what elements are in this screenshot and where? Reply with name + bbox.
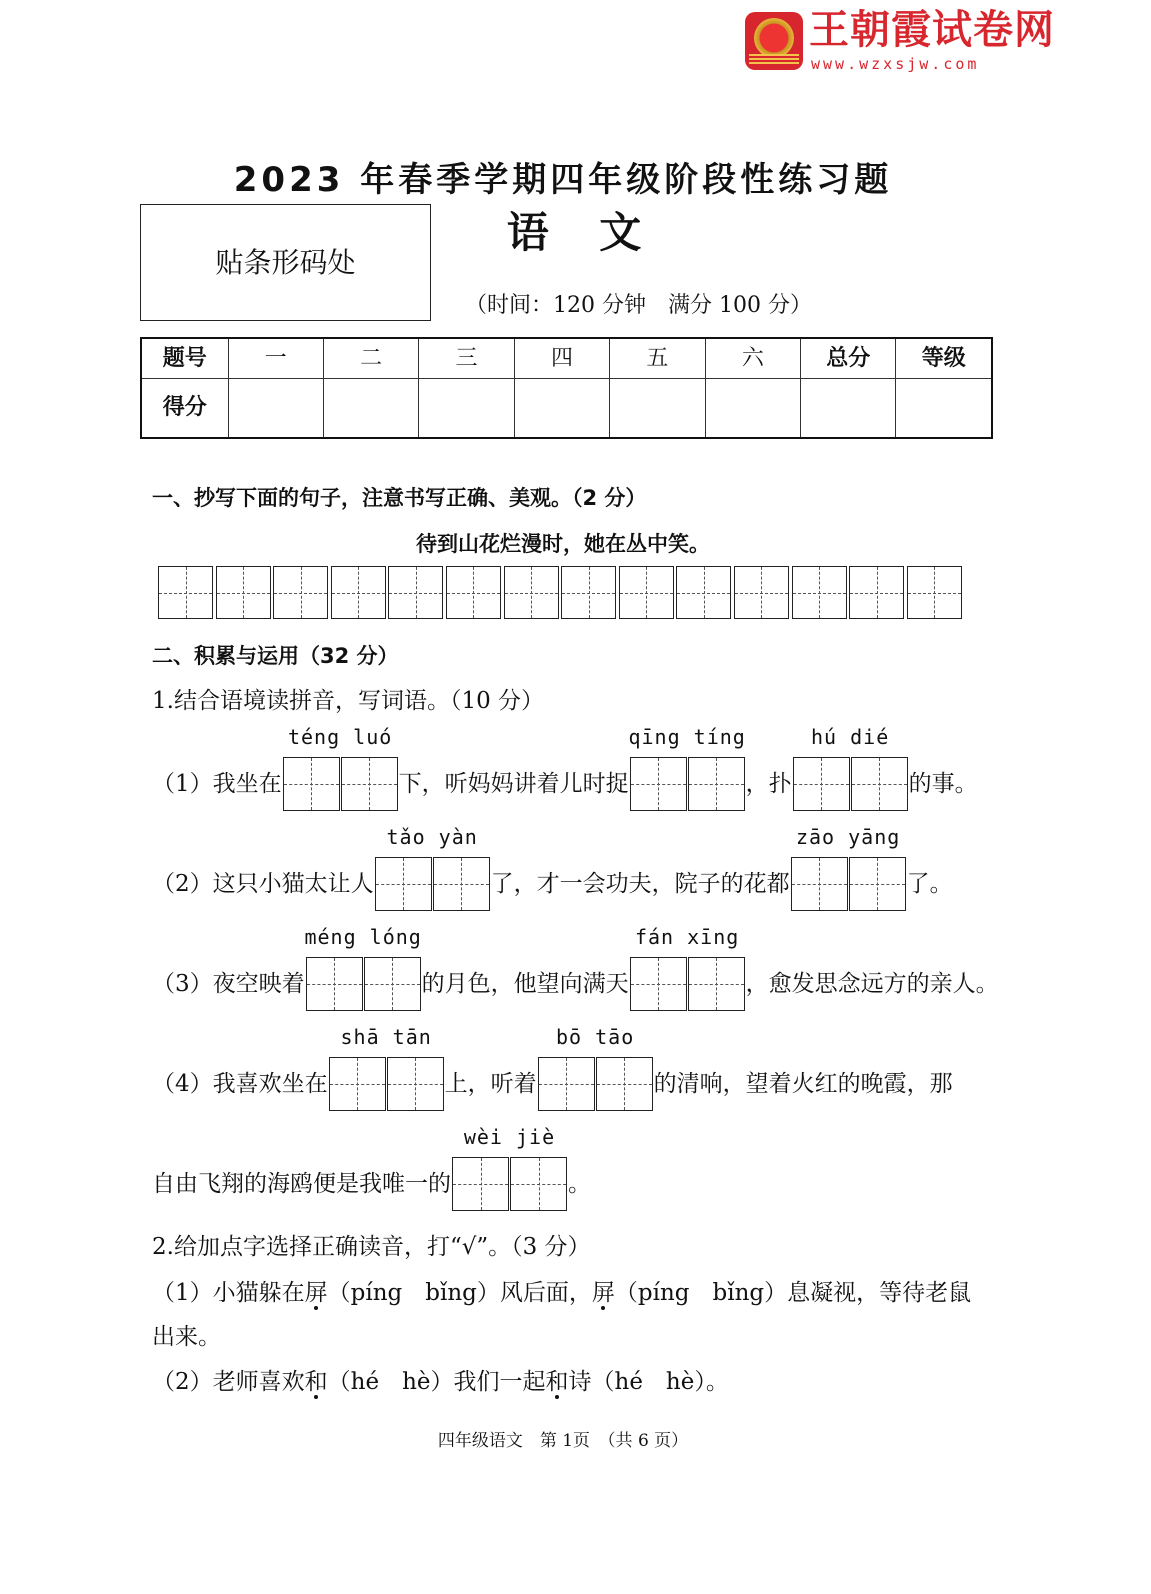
answer-box-pair[interactable] bbox=[793, 725, 908, 811]
q2-item1-cont: 出来。 bbox=[152, 1324, 221, 1350]
writing-cell[interactable] bbox=[630, 757, 687, 811]
q1-line bbox=[152, 1125, 591, 1211]
writing-cell[interactable] bbox=[341, 757, 398, 811]
writing-cell[interactable] bbox=[375, 857, 432, 911]
q1-line bbox=[152, 1025, 953, 1111]
dotted-char: 和 bbox=[304, 1369, 328, 1395]
logo-url: www.wzxsjw.com bbox=[811, 55, 980, 73]
answer-box-pair[interactable] bbox=[628, 725, 746, 811]
score-cell[interactable] bbox=[419, 379, 514, 439]
section2-heading: 二、积累与运用（32 分） bbox=[152, 644, 399, 668]
q1-prompt: 1.结合语境读拼音，写词语。（10 分） bbox=[152, 688, 545, 714]
score-header-cell: 题号 bbox=[141, 338, 228, 379]
writing-cell[interactable] bbox=[561, 566, 616, 619]
writing-cell[interactable] bbox=[630, 957, 687, 1011]
writing-cell[interactable] bbox=[446, 566, 501, 619]
score-header-cell: 等级 bbox=[896, 338, 992, 379]
writing-cell[interactable] bbox=[676, 566, 731, 619]
q2-prompt: 2.给加点字选择正确读音，打“√”。（3 分） bbox=[152, 1234, 591, 1260]
writing-cell[interactable] bbox=[387, 1057, 444, 1111]
section1-heading: 一、抄写下面的句子，注意书写正确、美观。（2 分） bbox=[152, 486, 647, 510]
score-header-cell: 六 bbox=[705, 338, 800, 379]
barcode-area bbox=[140, 204, 431, 321]
sentence-text: （1）我坐在 bbox=[152, 771, 282, 797]
pinyin-options[interactable]: 诗（hé hè）。 bbox=[568, 1369, 729, 1395]
score-cell[interactable] bbox=[610, 379, 705, 439]
score-cell[interactable] bbox=[228, 379, 323, 439]
writing-cell[interactable] bbox=[792, 566, 847, 619]
writing-cell[interactable] bbox=[849, 857, 906, 911]
score-header-cell: 四 bbox=[514, 338, 609, 379]
text: （1）小猫躲在 bbox=[152, 1280, 305, 1306]
pinyin-label: shā tān bbox=[340, 1025, 432, 1049]
exam-subject: 语 文 bbox=[506, 208, 660, 257]
q2-item1 bbox=[152, 1278, 971, 1308]
answer-box-pair[interactable] bbox=[375, 825, 490, 911]
q1-line bbox=[152, 725, 978, 811]
page-footer: 四年级语文 第 1页 （共 6 页） bbox=[437, 1431, 689, 1451]
answer-box-pair[interactable] bbox=[304, 925, 422, 1011]
writing-cell[interactable] bbox=[433, 857, 490, 911]
score-cell[interactable] bbox=[323, 379, 418, 439]
answer-box-pair[interactable] bbox=[283, 725, 398, 811]
score-header-cell: 三 bbox=[419, 338, 514, 379]
score-header-cell: 一 bbox=[228, 338, 323, 379]
score-row-label: 得分 bbox=[141, 379, 228, 439]
sentence-text: 的事。 bbox=[908, 771, 978, 797]
writing-cell[interactable] bbox=[907, 566, 962, 619]
copy-sentence: 待到山花烂漫时，她在丛中笑。 bbox=[416, 532, 710, 556]
sentence-text: 了，才一会功夫，院子的花都 bbox=[490, 871, 790, 897]
answer-box-pair[interactable] bbox=[538, 1025, 653, 1111]
answer-box-pair[interactable] bbox=[452, 1125, 567, 1211]
time-info: （时间：120 分钟 满分 100 分） bbox=[465, 293, 812, 318]
copy-writing-grid[interactable] bbox=[158, 566, 962, 619]
writing-cell[interactable] bbox=[510, 1157, 567, 1211]
writing-cell[interactable] bbox=[504, 566, 559, 619]
site-logo bbox=[745, 7, 1055, 74]
pinyin-options[interactable]: （píng bǐng）风后面， bbox=[327, 1280, 592, 1306]
q1-line bbox=[152, 925, 999, 1011]
writing-cell[interactable] bbox=[538, 1057, 595, 1111]
score-cell[interactable] bbox=[705, 379, 800, 439]
writing-cell[interactable] bbox=[306, 957, 363, 1011]
writing-cell[interactable] bbox=[273, 566, 328, 619]
writing-cell[interactable] bbox=[388, 566, 443, 619]
sentence-text: 。 bbox=[568, 1171, 591, 1197]
score-cell[interactable] bbox=[514, 379, 609, 439]
dotted-char: 屏 bbox=[591, 1280, 615, 1306]
pinyin-label: bō tāo bbox=[556, 1025, 635, 1049]
sentence-text: 上，听着 bbox=[444, 1071, 537, 1097]
writing-cell[interactable] bbox=[851, 757, 908, 811]
dotted-char: 屏 bbox=[304, 1280, 328, 1306]
writing-cell[interactable] bbox=[791, 857, 848, 911]
logo-name: 王朝霞试卷网 bbox=[809, 7, 1055, 53]
answer-box-pair[interactable] bbox=[791, 825, 906, 911]
pinyin-options[interactable]: （hé hè）我们一起 bbox=[327, 1369, 546, 1395]
pinyin-label: wèi jiè bbox=[463, 1125, 556, 1149]
exam-title: 2023 年春季学期四年级阶段性练习题 bbox=[233, 160, 893, 200]
writing-cell[interactable] bbox=[596, 1057, 653, 1111]
sentence-text: ，愈发思念远方的亲人。 bbox=[745, 971, 999, 997]
writing-cell[interactable] bbox=[793, 757, 850, 811]
q2-item2 bbox=[152, 1367, 729, 1397]
score-cell[interactable] bbox=[801, 379, 896, 439]
pinyin-label: qīng tíng bbox=[628, 725, 746, 749]
writing-cell[interactable] bbox=[849, 566, 904, 619]
writing-cell[interactable] bbox=[619, 566, 674, 619]
pinyin-label: méng lóng bbox=[304, 925, 422, 949]
writing-cell[interactable] bbox=[331, 566, 386, 619]
writing-cell[interactable] bbox=[688, 757, 745, 811]
answer-box-pair[interactable] bbox=[630, 925, 745, 1011]
score-table bbox=[140, 337, 993, 439]
writing-cell[interactable] bbox=[329, 1057, 386, 1111]
pinyin-label: téng luó bbox=[287, 725, 393, 749]
sentence-text: 自由飞翔的海鸥便是我唯一的 bbox=[152, 1171, 451, 1197]
sentence-text: 了。 bbox=[906, 871, 953, 897]
pinyin-label: zāo yāng bbox=[795, 825, 901, 849]
logo-badge-icon bbox=[745, 12, 803, 70]
writing-cell[interactable] bbox=[364, 957, 421, 1011]
score-cell[interactable] bbox=[896, 379, 992, 439]
pinyin-label: tǎo yàn bbox=[386, 825, 478, 849]
pinyin-label: hú dié bbox=[811, 725, 890, 749]
score-header-cell: 总分 bbox=[801, 338, 896, 379]
sentence-text: （4）我喜欢坐在 bbox=[152, 1071, 328, 1097]
sentence-text: 的清响，望着火红的晚霞，那 bbox=[653, 1071, 953, 1097]
writing-cell[interactable] bbox=[688, 957, 745, 1011]
sentence-text: 的月色，他望向满天 bbox=[421, 971, 629, 997]
sentence-text: 下，听妈妈讲着儿时捉 bbox=[398, 771, 629, 797]
q1-line bbox=[152, 825, 953, 911]
barcode-label: 贴条形码处 bbox=[215, 245, 356, 279]
pinyin-label: fán xīng bbox=[634, 925, 740, 949]
writing-cell[interactable] bbox=[216, 566, 271, 619]
writing-cell[interactable] bbox=[734, 566, 789, 619]
score-header-cell: 二 bbox=[323, 338, 418, 379]
score-header-cell: 五 bbox=[610, 338, 705, 379]
text: （2）老师喜欢 bbox=[152, 1369, 305, 1395]
answer-box-pair[interactable] bbox=[329, 1025, 444, 1111]
dotted-char: 和 bbox=[545, 1369, 569, 1395]
writing-cell[interactable] bbox=[283, 757, 340, 811]
pinyin-options[interactable]: （píng bǐng）息凝视，等待老鼠 bbox=[614, 1280, 972, 1306]
sentence-text: （2）这只小猫太让人 bbox=[152, 871, 374, 897]
writing-cell[interactable] bbox=[452, 1157, 509, 1211]
writing-cell[interactable] bbox=[158, 566, 213, 619]
sentence-text: ，扑 bbox=[745, 771, 792, 797]
sentence-text: （3）夜空映着 bbox=[152, 971, 305, 997]
